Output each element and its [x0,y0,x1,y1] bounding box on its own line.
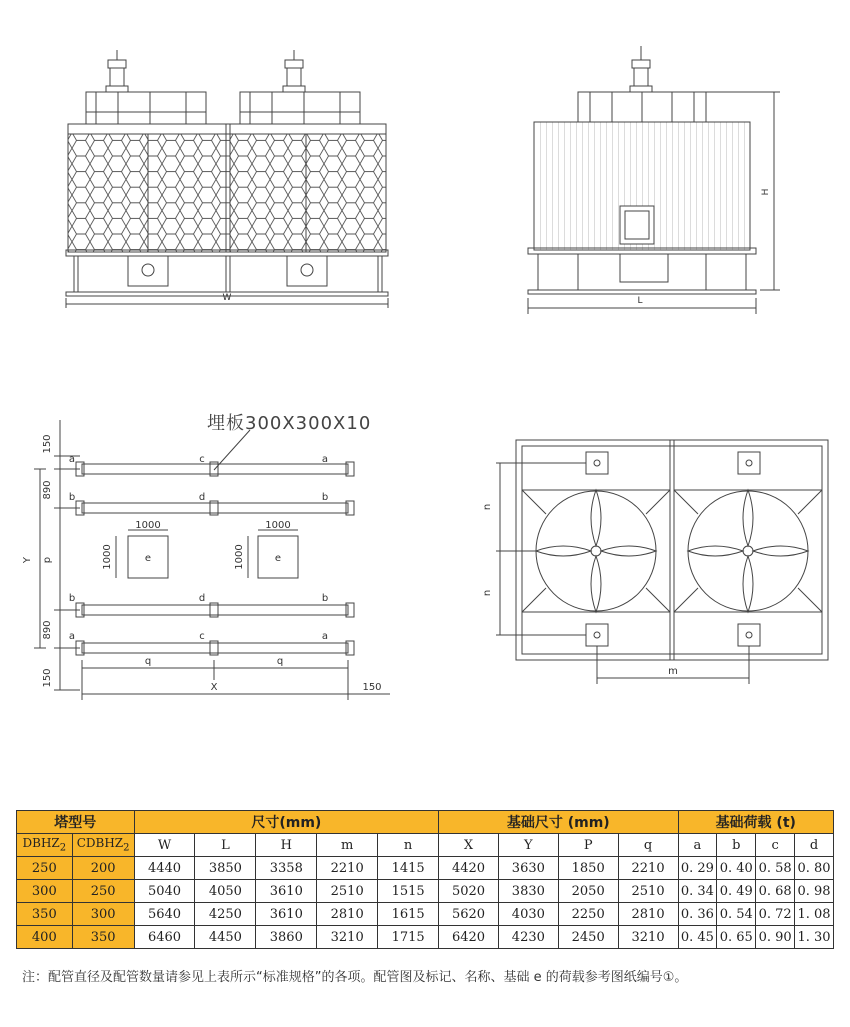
dim-p: p [42,556,53,564]
table-cell: 2050 [558,880,618,903]
load-a-3: a [68,631,76,642]
col-b: b [717,834,756,857]
table-cell: 4440 [134,857,195,880]
table-cell: 6460 [134,926,195,949]
table-cell: 4230 [498,926,558,949]
table-cell: 0. 54 [717,903,756,926]
col-d: d [795,834,834,857]
table-cell: 2210 [317,857,378,880]
footnote: 注：配管直径及配管数量请参见上表所示“标准规格”的各项。配管图及标记、名称、基础 e 的荷载参考图纸编号①。 [22,970,688,985]
table-cell: 1. 08 [795,903,834,926]
table-cell: 0. 98 [795,880,834,903]
table-cell: 1415 [378,857,439,880]
table-cell: 0. 90 [756,926,795,949]
table-cell: 0. 80 [795,857,834,880]
col-a: a [678,834,717,857]
front-elevation [66,50,388,308]
header-model: 塔型号 [17,811,135,834]
header-base: 基础尺寸 (mm) [439,811,678,834]
table-cell: 3860 [256,926,317,949]
table-cell: 0. 40 [717,857,756,880]
table-cell: 0. 58 [756,857,795,880]
col-m: m [317,834,378,857]
table-cell: 2810 [618,903,678,926]
spec-table [16,810,834,949]
plate-label: 埋板300X300X10 [207,413,372,434]
dim-X: X [210,682,218,693]
table-cell: 0. 68 [756,880,795,903]
table-header-row [17,811,834,834]
col-W: W [134,834,195,857]
dim-height-label: H [761,188,771,196]
basin-left [128,256,168,286]
fan-right [688,491,808,611]
dim-1000-left-h: 1000 [135,520,161,531]
load-a-1: a [68,454,76,465]
table-cell: 0. 72 [756,903,795,926]
dim-1000-left-v: 1000 [102,544,113,570]
table-cell: 2250 [558,903,618,926]
table-cell: 3210 [618,926,678,949]
table-cell: 0. 65 [717,926,756,949]
fan-left [536,491,656,611]
table-cell: 1615 [378,903,439,926]
dim-n-bottom: n [482,589,493,597]
dim-150-right: 150 [362,682,382,693]
table-row [17,926,834,949]
dim-Y: Y [22,556,33,564]
load-c-2: c [199,631,205,642]
table-cell: 350 [72,926,134,949]
fan-stack-right [240,92,360,124]
table-subheader-row [17,834,834,857]
table-cell: 1850 [558,857,618,880]
load-b-2: b [321,492,329,503]
table-cell: 6420 [439,926,499,949]
dim-890-bottom: 890 [42,620,53,640]
table-cell: 0. 49 [717,880,756,903]
load-d-2: d [198,593,206,604]
motor-left [106,50,128,92]
load-a-4: a [321,631,329,642]
subheader-dbhz: $DBHZ_2$ [17,834,73,857]
load-d-1: d [198,492,206,503]
col-n: n [378,834,439,857]
table-cell: 400 [17,926,73,949]
table-cell: 4030 [498,903,558,926]
load-b-1: b [68,492,76,503]
table-cell: 3610 [256,903,317,926]
dim-width-label: W [222,293,232,303]
table-cell: 3630 [498,857,558,880]
col-q: q [618,834,678,857]
dim-q-right: q [276,656,284,667]
table-cell: 5020 [439,880,499,903]
col-c: c [756,834,795,857]
table-cell: 2450 [558,926,618,949]
subheader-cdbhz: $CDBHZ_2$ [72,834,134,857]
col-L: L [195,834,256,857]
table-cell: 4050 [195,880,256,903]
fan-stack-left [86,92,206,124]
table-cell: 5640 [134,903,195,926]
table-cell: 4450 [195,926,256,949]
table-cell: 3610 [256,880,317,903]
foundation-plan [34,420,390,700]
top-view [496,440,828,684]
table-cell: 2510 [317,880,378,903]
col-X: X [439,834,499,857]
col-Y: Y [498,834,558,857]
load-a-2: a [321,454,329,465]
table-cell: 3358 [256,857,317,880]
col-P: P [558,834,618,857]
table-cell: 0. 36 [678,903,717,926]
table-cell: 250 [17,857,73,880]
table-cell: 0. 34 [678,880,717,903]
table-cell: 2810 [317,903,378,926]
dim-length-label: L [637,296,643,306]
load-b-3: b [68,593,76,604]
table-cell: 5040 [134,880,195,903]
table-cell: 3210 [317,926,378,949]
side-elevation [528,46,780,314]
dim-890-top: 890 [42,480,53,500]
fill-panel [68,134,386,252]
dim-m: m [668,666,678,677]
table-cell: 350 [17,903,73,926]
load-c-1: c [199,454,205,465]
dim-1000-right-v: 1000 [234,544,245,570]
table-cell: 5620 [439,903,499,926]
load-b-4: b [321,593,329,604]
header-load: 基础荷载 (t) [678,811,834,834]
basin-right [287,256,327,286]
pad-right-label: e [274,553,282,564]
table-cell: 3830 [498,880,558,903]
dim-150-top: 150 [42,434,53,454]
table-cell: 4420 [439,857,499,880]
table-cell: 2510 [618,880,678,903]
table-cell: 0. 29 [678,857,717,880]
table-row [17,880,834,903]
table-cell: 1715 [378,926,439,949]
dim-n-top: n [482,503,493,511]
table-cell: 4250 [195,903,256,926]
dim-150-bottom: 150 [42,668,53,688]
table-row [17,857,834,880]
table-cell: 3850 [195,857,256,880]
header-size: 尺寸(mm) [134,811,439,834]
table-cell: 200 [72,857,134,880]
table-cell: 1. 30 [795,926,834,949]
table-row [17,903,834,926]
table-cell: 1515 [378,880,439,903]
motor-right [283,50,305,92]
table-cell: 300 [17,880,73,903]
dim-1000-right-h: 1000 [265,520,291,531]
table-cell: 2210 [618,857,678,880]
dim-q-left: q [144,656,152,667]
table-body [17,857,834,949]
table-cell: 250 [72,880,134,903]
pad-left-label: e [144,553,152,564]
table-cell: 0. 45 [678,926,717,949]
table-cell: 300 [72,903,134,926]
col-H: H [256,834,317,857]
